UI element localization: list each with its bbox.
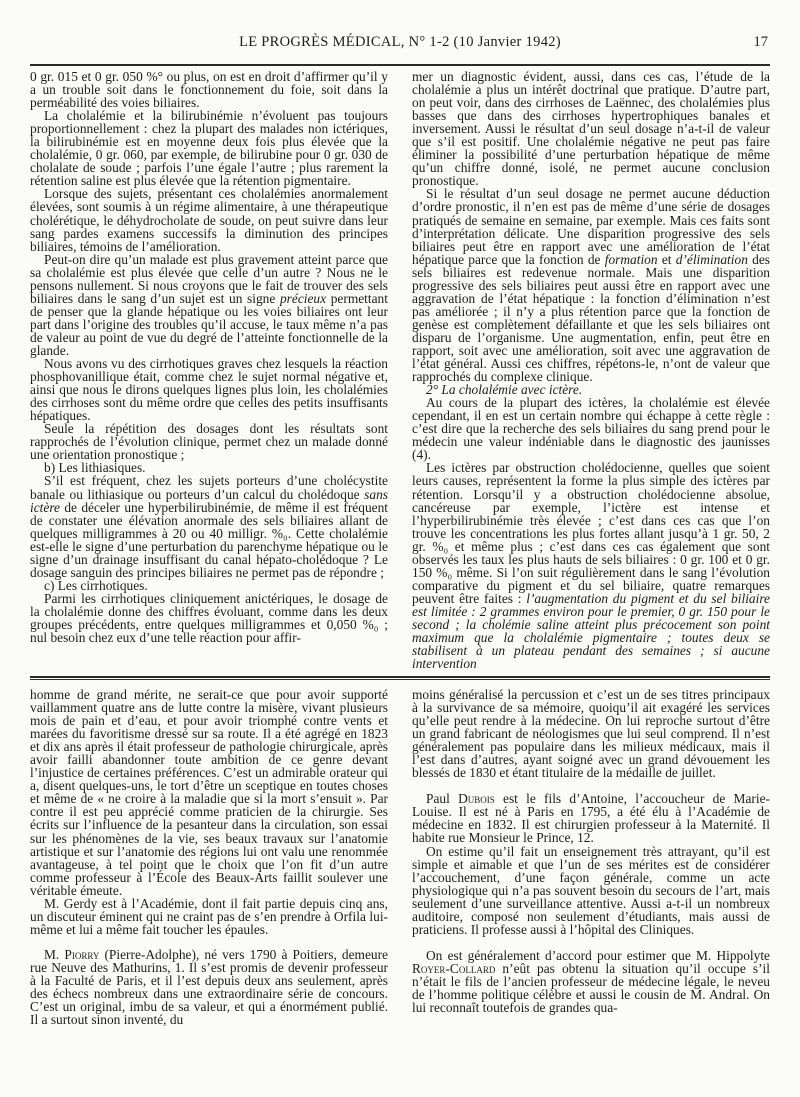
paragraph: La cholalémie et la bilirubinémie n’évoluent pas toujours proportionnellement : chez la plupart des malades non ictériques, la bilirubinémie est en moyenne deux fois plus élevée que la cholalémie, 0 gr. 060, par exemple, de bilirubine pour 0 gr. 030 de cholalate de soude ; parfois l’une égale l’autre ; plus rarement la rétention saline est plus élevée que la rétention pigmentaire. xyxy=(30,108,388,189)
subheading: b) Les lithiasiques. xyxy=(44,460,146,476)
paragraph: Parmi les cirrhotiques cliniquement anictériques, le dosage de la cholalémie donne des chiffres évoluant, comme dans les deux groupes précédents, entre quelques milligrammes et 0,050 %₀ ; nul besoin chez eux d’une telle réaction pour affir- xyxy=(30,590,388,646)
paragraph: On estime qu’il fait un enseignement très attrayant, qu’il est simple et aimable et que l’un de ses mérites est de considérer l’accouchement, d’une façon générale, comme un acte physiologique qui n’a pas souvent besoin du secours de l’art, mais seulement d’une surveillance attentive. Aussi a-t-il un nombreux auditoire, composé non seulement d’étudiants, mais aussi de praticiens. Il professe aussi à l’hôpital des Cliniques. xyxy=(412,843,770,937)
subheading: 2° La cholalémie avec ictère. xyxy=(426,382,583,398)
column-bottom-left xyxy=(30,688,388,1088)
emphasis: l’augmentation du pigment et du sel biliaire est limitée : 2 grammes environ pour le premier, 0 gr. 150 pour le second ; la cholémie saline atteint plus précocement son point maximum que la cholalémie pigmentaire ; toutes deux se stabilisent à un plateau pendant des semaines ; si aucune intervention xyxy=(412,590,770,672)
paragraph: 0 gr. 015 et 0 gr. 050 %° ou plus, on est en droit d’affirmer qu’il y a un trouble soit dans le fonctionnement du foie, soit dans la perméabilité des voies biliaires. xyxy=(30,69,388,111)
emphasis: d’élimination xyxy=(675,251,748,267)
paragraph: homme de grand mérite, ne serait-ce que pour avoir supporté vaillamment quatre ans de lutte contre la misère, vivant plusieurs mois de pain et d’eau, et pour avoir triomphé contre vents et marées du favoritisme dressé sur sa route. Il a été agrégé en 1823 et dix ans après il était professeur de pathologie chirurgicale, après avoir failli abandonner toute ambition de ce genre devant l’injustice de certaines préférences. C’est un admirable orateur qui a, disent quelques-uns, le tort d’être un sceptique en toutes choses et même de « ne croire à la maladie que si la mort s’ensuit ». Par contre il est peu apprécié comme praticien de la chirurgie. Ses écrits sur l’influence de la pesanteur dans la circulation, son essai sur les phénomènes de la vie, ses beaux travaux sur l’anatomie artistique et sur l’anatomie des régions lui ont valu une renommée avantageuse, à tel point que le choix que l’on fit d’un autre comme professeur à l’École des Beaux-Arts faillit soulever une véritable émeute. xyxy=(30,687,388,898)
paragraph: Au cours de la plupart des ictères, la cholalémie est élevée cependant, il en est un certain nombre qui échappe à cette règle : c’est dire que la recherche des sels biliaires du sang prend pour le médecin une valeur indéniable dans le diagnostic des jaunisses (4). xyxy=(412,395,770,463)
paragraph: Les ictères par obstruction cholédocienne, quelles que soient leurs causes, représentent la forme la plus simple des ictères par rétention. Lorsqu’il y a obstruction cholédocienne absolue, cancéreuse par exemple, l’ictère est intense et l’hyperbilirubinémie très élevée ; c’est dans ces cas que l’on trouve les concentrations les plus fortes allant jusqu’à 1 gr. 50, 2 gr. %₀ et même plus ; c’est dans ces cas également que sont observés les taux les plus hauts de sels biliaires : 0 gr. 100 et 0 gr. 150 %₀ même. Si l’on suit régulièrement dans le sang l’évolution comparative du pigment et du sel biliaire, quatre remarques peuvent être faites : l’augmentation du pigment et du sel biliaire est limitée : 2 grammes environ pour le premier, 0 gr. 150 pour le second ; la cholémie saline atteint plus précocement son point maximum que la cholalémie pigmentaire ; toutes deux se stabilisent à un plateau pendant des semaines ; si aucune intervention xyxy=(412,460,770,672)
person-name: Royer-Collard xyxy=(412,960,496,976)
paragraph: Seule la répétition des dosages dont les résultats sont rapprochés de l’évolution clinique, permet chez un malade donné une orientation pronostique ; xyxy=(30,421,388,463)
emphasis: formation xyxy=(604,251,658,267)
emphasis: précieux xyxy=(279,290,327,306)
person-name: Piorry xyxy=(64,946,100,962)
paragraph: Si le résultat d’un seul dosage ne permet aucune déduction d’ordre pronostic, il n’en est pas de même d’une série de dosages pratiqués de semaine en semaine, par exemple. Mais ces faits sont d’interprétation délicate. Une disparition progressive des sels biliaires peut être en rapport avec une amélioration de l’état hépatique parce que la fonction de formation et d’élimination des sels biliaires est redevenue normale. Mais une disparition progressive des sels biliaires peut aussi être en rapport avec une aggravation de l’état hépatique : la fonction d’élimination n’est pas améliorée ; il n’y a plus rétention parce que la fonction de genèse est complètement défaillante et que les sels biliaires ont disparu de l’organisme. Une augmentation, enfin, peut être en rapport, soit avec une amélioration, soit avec une aggravation de l’état général. Aussi ces chiffres, répétons-le, n’ont de valeur que rapprochés du complexe clinique. xyxy=(412,186,770,385)
paragraph: M. Gerdy est à l’Académie, dont il fait partie depuis cinq ans, un discuteur éminent qui ne craint pas de s’en prendre à Orfila lui-même et lui a même fait toucher les épaules. xyxy=(30,895,388,937)
column-top-right xyxy=(412,70,770,670)
paragraph: On est généralement d’accord pour estimer que M. Hippolyte Royer-Collard n’eût pas obtenu la situation qu’il occupe s’il n’était le fils de l’ancien professeur de médecine légale, le neveu de l’homme politique célèbre et aussi le cousin de M. Andral. On lui reconnaît toutefois de grandes qua- xyxy=(412,947,770,1016)
subheading: c) Les cirrhotiques. xyxy=(44,577,148,593)
header-rule xyxy=(30,64,770,66)
paragraph: Lorsque des sujets, présentant ces cholalémies anormalement élevées, sont soumis à un régime alimentaire, à une thérapeutique cholérétique, le déhydrocholate de soude, on peut suivre dans leur sang pardes examens successifs la diminution des principes biliaires, témoins de l’amélioration. xyxy=(30,186,388,254)
paragraph: M. Piorry (Pierre-Adolphe), né vers 1790 à Poitiers, demeure rue Neuve des Mathurins, 1. Il s’est promis de devenir professeur à la Faculté de Paris, et il l’est depuis deux ans seulement, après des échecs nombreux dans une extraordinaire série de concours. C’est un original, imbu de sa valeur, et qui a énormément publié. Il a surtout sinon inventé, du xyxy=(30,946,388,1028)
journal-title: LE PROGRÈS MÉDICAL, N° 1-2 (10 Janvier 1942) xyxy=(239,34,561,50)
paragraph: Nous avons vu des cirrhotiques graves chez lesquels la réaction phosphovanillique était, comme chez le sujet normal négative et, ainsi que nous le dirons quelques lignes plus loin, les cholalémies des cirrhoses sont du même ordre que celles des petits insuffisants hépatiques. xyxy=(30,356,388,424)
column-top-left xyxy=(30,70,388,670)
paragraph: moins généralisé la percussion et c’est un de ses titres principaux à la survivance de sa mémoire, quoiqu’il ait exagéré les services qu’elle peut rendre à la médecine. On lui reproche surtout d’être un grand fabricant de néologismes que lui seul comprend. Il n’est généralement pas populaire dans les milieux médicaux, mais il l’est dans d’autres, ayant soigné avec un grand dévouement les blessés de 1830 et étant titulaire de la médaille de juillet. xyxy=(412,687,770,781)
emphasis: sans ictère xyxy=(30,486,388,515)
paragraph: Peut-on dire qu’un malade est plus gravement atteint parce que sa cholalémie est plus élevée que celle d’un autre ? Nous ne le pensons nullement. Si nous croyons que le fait de trouver des sels biliaires dans le sang d’un sujet est un signe précieux permettant de penser que la glande hépatique ou les voies biliaires ont leur part dans l’origine des troubles qu’il accuse, le taux même n’a pas de valeur au point de vue du degré de l’atteinte fonctionnelle de la glande. xyxy=(30,251,388,358)
section-rule xyxy=(30,676,770,680)
page-number: 17 xyxy=(753,34,768,50)
paragraph: Paul Dubois est le fils d’Antoine, l’accoucheur de Marie-Louise. Il est né à Paris en 1795, a été élu à l’Académie de médecine en 1832. Il est chirurgien professeur à la Maternité. Il habite rue Monsieur le Prince, 12. xyxy=(412,791,770,846)
column-bottom-right xyxy=(412,688,770,1088)
person-name: Dubois xyxy=(458,791,495,807)
running-header xyxy=(30,34,770,56)
paragraph: mer un diagnostic évident, aussi, dans ces cas, l’étude de la cholalémie a plus un intérêt doctrinal que pratique. D’autre part, on peut voir, dans des cirrhoses de Laënnec, des cholalémies plus basses que dans des cirrhoses hypertrophiques banales et inversement. Aussi le résultat d’un seul dosage n’a-t-il de valeur que s’il est positif. Une cholalémie négative ne peut pas faire éliminer la possibilité d’une perturbation hépatique de même qu’un chiffre donné, isolé, ne permet aucune conclusion pronostique. xyxy=(412,69,770,189)
paragraph: S’il est fréquent, chez les sujets porteurs d’une cholécystite banale ou lithiasique ou porteurs d’un calcul du cholédoque sans ictère de déceler une hyperbilirubinémie, de même il est fréquent de constater une élévation anormale des sels biliaires allant de quelques milligrammes à 20 ou 40 milligr. %₀. Cette cholalémie est-elle le signe d’une perturbation du parenchyme hépatique ou le signe d’un drainage insuffisant du canal hépato-cholédoque ? Le dosage sanguin des principes biliaires ne permet pas de répondre ; xyxy=(30,473,388,580)
